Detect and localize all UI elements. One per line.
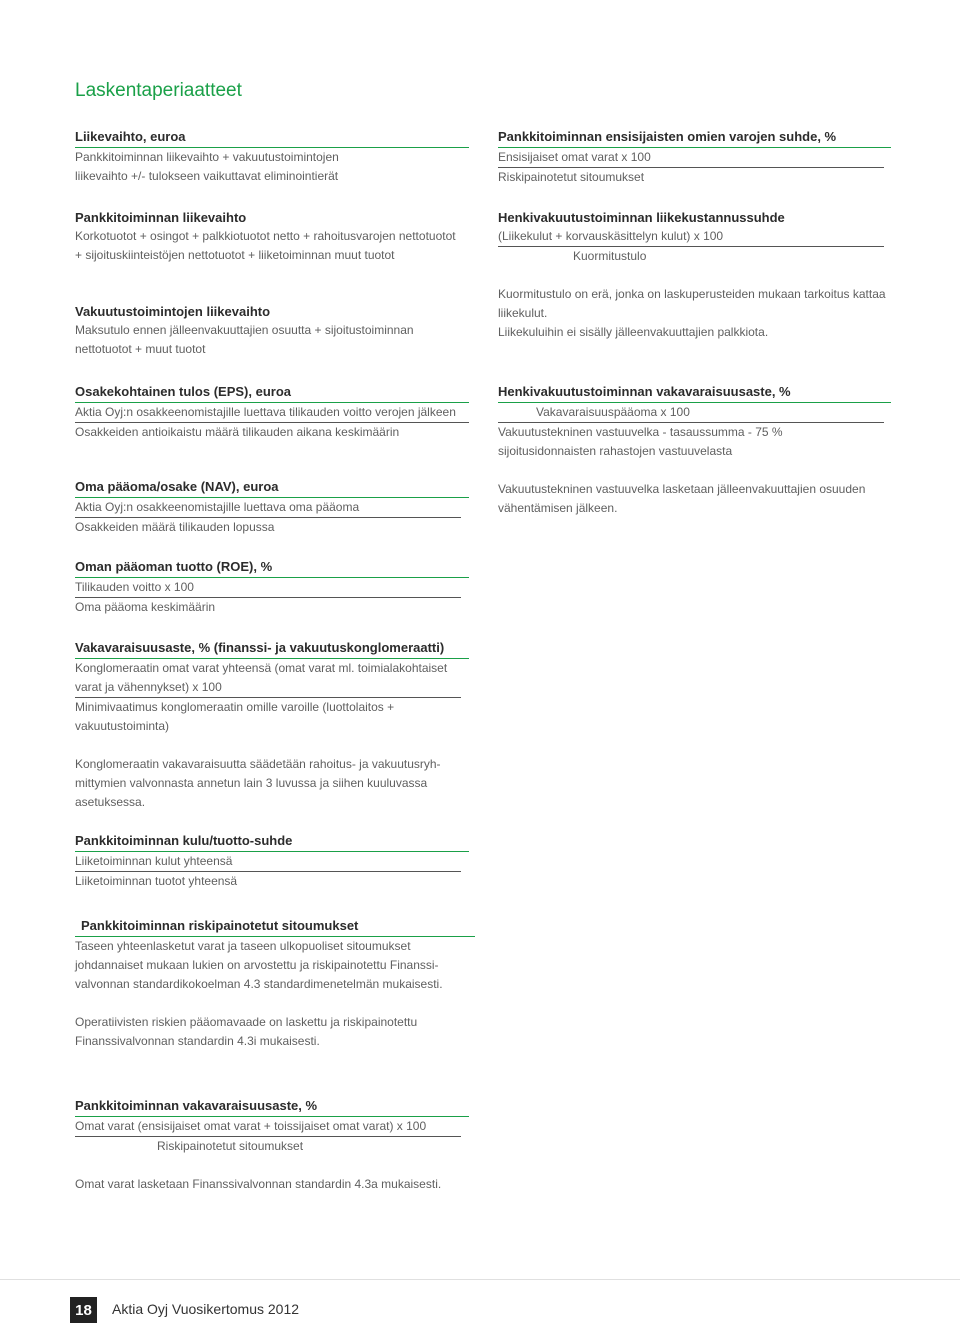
- section-heading: Pankkitoiminnan vakavaraisuusaste, %: [75, 1096, 469, 1117]
- footer-divider: [0, 1279, 960, 1280]
- section-heading: Pankkitoiminnan kulu/tuotto-suhde: [75, 831, 469, 852]
- riskipainotetut-text: [75, 916, 475, 1051]
- page-number: 18: [70, 1297, 97, 1323]
- section-heading: Oman pääoman tuotto (ROE), %: [75, 557, 469, 578]
- note-line: Finanssivalvonnan standardin 4.3i mukaisesti.: [75, 1034, 320, 1048]
- formula-line: liikevaihto +/- tulokseen vaikuttavat eliminointierät: [75, 169, 339, 183]
- section-heading: Henkivakuutustoiminnan liikekustannussuhde: [498, 210, 785, 225]
- note-line: Liikekuluihin ei sisälly jälleenvakuuttajien palkkiota.: [498, 325, 769, 339]
- section-heading: Osakekohtainen tulos (EPS), euroa: [75, 382, 469, 403]
- kulu-tuotto-formula: [75, 831, 469, 891]
- nav-formula: [75, 477, 469, 537]
- section-heading: Henkivakuutustoiminnan vakavaraisuusaste, %: [498, 382, 891, 403]
- section-heading: Vakuutustoimintojen liikevaihto: [75, 304, 271, 319]
- note-line: Kuormitustulo on erä, jonka on laskuperusteiden mukaan tarkoitus kattaa: [498, 287, 886, 301]
- formula-denominator: Osakkeiden antioikaistu määrä tilikauden aikana keskimäärin: [75, 425, 400, 439]
- pankki-liikevaihto-formula: [75, 208, 469, 265]
- formula-numerator: Aktia Oyj:n osakkeenomistajille luettava oma pääoma: [75, 498, 461, 518]
- formula-denominator: Vakuutustekninen vastuuvelka - tasaussumma - 75 %: [498, 425, 783, 439]
- page-title: Laskentaperiaatteet: [75, 80, 242, 101]
- section-heading: Oma pääoma/osake (NAV), euroa: [75, 477, 469, 498]
- vakuutus-liikevaihto-formula: [75, 302, 469, 359]
- formula-denominator: vakuutustoiminta): [75, 719, 170, 733]
- formula-denominator: Osakkeiden määrä tilikauden lopussa: [75, 520, 275, 534]
- formula-numerator: Aktia Oyj:n osakkeenomistajille luettava tilikauden voitto verojen jälkeen: [75, 403, 469, 423]
- pankki-vakavaraisuus-formula: [75, 1096, 469, 1194]
- text-line: johdannaiset mukaan lukien on arvostettu ja riskipainotettu Finanssi-: [75, 958, 439, 972]
- note-line: Konglomeraatin vakavaraisuutta säädetään rahoitus- ja vakuutusryh-: [75, 757, 441, 771]
- formula-line: + sijoituskiinteistöjen nettotuotot + liiketoiminnan muut tuotot: [75, 248, 395, 262]
- note-line: mittymien valvonnasta annetun lain 3 luvussa ja siihen kuuluvassa: [75, 776, 428, 790]
- formula-numerator: Vakavaraisuuspääoma x 100: [498, 403, 884, 423]
- formula-numerator: Konglomeraatin omat varat yhteensä (omat varat ml. toimialakohtaiset: [75, 661, 448, 675]
- text-line: Taseen yhteenlasketut varat ja taseen ulkopuoliset sitoumukset: [75, 939, 411, 953]
- formula-line: Pankkitoiminnan liikevaihto + vakuutustoimintojen: [75, 150, 339, 164]
- section-heading: Liikevaihto, euroa: [75, 127, 469, 148]
- formula-denominator: Kuormitustulo: [573, 249, 647, 263]
- note-line: Omat varat lasketaan Finanssivalvonnan standardin 4.3a mukaisesti.: [75, 1177, 442, 1191]
- note-line: asetuksessa.: [75, 795, 146, 809]
- section-heading: Vakavaraisuusaste, % (finanssi- ja vakuutuskonglomeraatti): [75, 638, 469, 659]
- formula-line: Maksutulo ennen jälleenvakuuttajien osuutta + sijoitustoiminnan: [75, 323, 414, 337]
- formula-numerator: Ensisijaiset omat varat x 100: [498, 148, 884, 168]
- section-heading: Pankkitoiminnan liikevaihto: [75, 210, 247, 225]
- formula-line: Korkotuotot + osingot + palkkiotuotot netto + rahoitusvarojen nettotuotot: [75, 229, 456, 243]
- formula-line: nettotuotot + muut tuotot: [75, 342, 206, 356]
- formula-numerator: Omat varat (ensisijaiset omat varat + toissijaiset omat varat) x 100: [75, 1117, 461, 1137]
- section-heading: Pankkitoiminnan ensisijaisten omien varojen suhde, %: [498, 127, 891, 148]
- liikevaihto-formula: [75, 127, 469, 186]
- ensisijaiset-formula: [498, 127, 891, 187]
- formula-denominator: Oma pääoma keskimäärin: [75, 600, 216, 614]
- formula-numerator: (Liikekulut + korvauskäsittelyn kulut) x 100: [498, 227, 884, 247]
- henki-vakavaraisuus-formula: [498, 382, 891, 518]
- eps-formula: [75, 382, 469, 442]
- note-line: vähentämisen jälkeen.: [498, 501, 618, 515]
- publication-title: Aktia Oyj Vuosikertomus 2012: [112, 1301, 300, 1317]
- note-line: Vakuutustekninen vastuuvelka lasketaan jälleenvakuuttajien osuuden: [498, 482, 866, 496]
- note-line: liikekulut.: [498, 306, 548, 320]
- formula-numerator: Tilikauden voitto x 100: [75, 578, 461, 598]
- roe-formula: [75, 557, 469, 617]
- henki-kustannus-formula: [498, 208, 891, 342]
- formula-denominator: Minimivaatimus konglomeraatin omille varoille (luottolaitos +: [75, 700, 395, 714]
- formula-denominator: sijoitusidonnaisten rahastojen vastuuvelasta: [498, 444, 733, 458]
- formula-denominator: Riskipainotetut sitoumukset: [498, 170, 645, 184]
- formula-denominator: Liiketoiminnan tuotot yhteensä: [75, 874, 238, 888]
- note-line: Operatiivisten riskien pääomavaade on laskettu ja riskipainotettu: [75, 1015, 418, 1029]
- formula-numerator: varat ja vähennykset) x 100: [75, 678, 461, 698]
- formula-denominator: Riskipainotetut sitoumukset: [157, 1139, 304, 1153]
- section-heading: Pankkitoiminnan riskipainotetut sitoumukset: [75, 916, 475, 937]
- text-line: valvonnan standardikokoelman 4.3 standardimenetelmän mukaisesti.: [75, 977, 443, 991]
- konglomeraatti-formula: [75, 638, 469, 812]
- formula-numerator: Liiketoiminnan kulut yhteensä: [75, 852, 461, 872]
